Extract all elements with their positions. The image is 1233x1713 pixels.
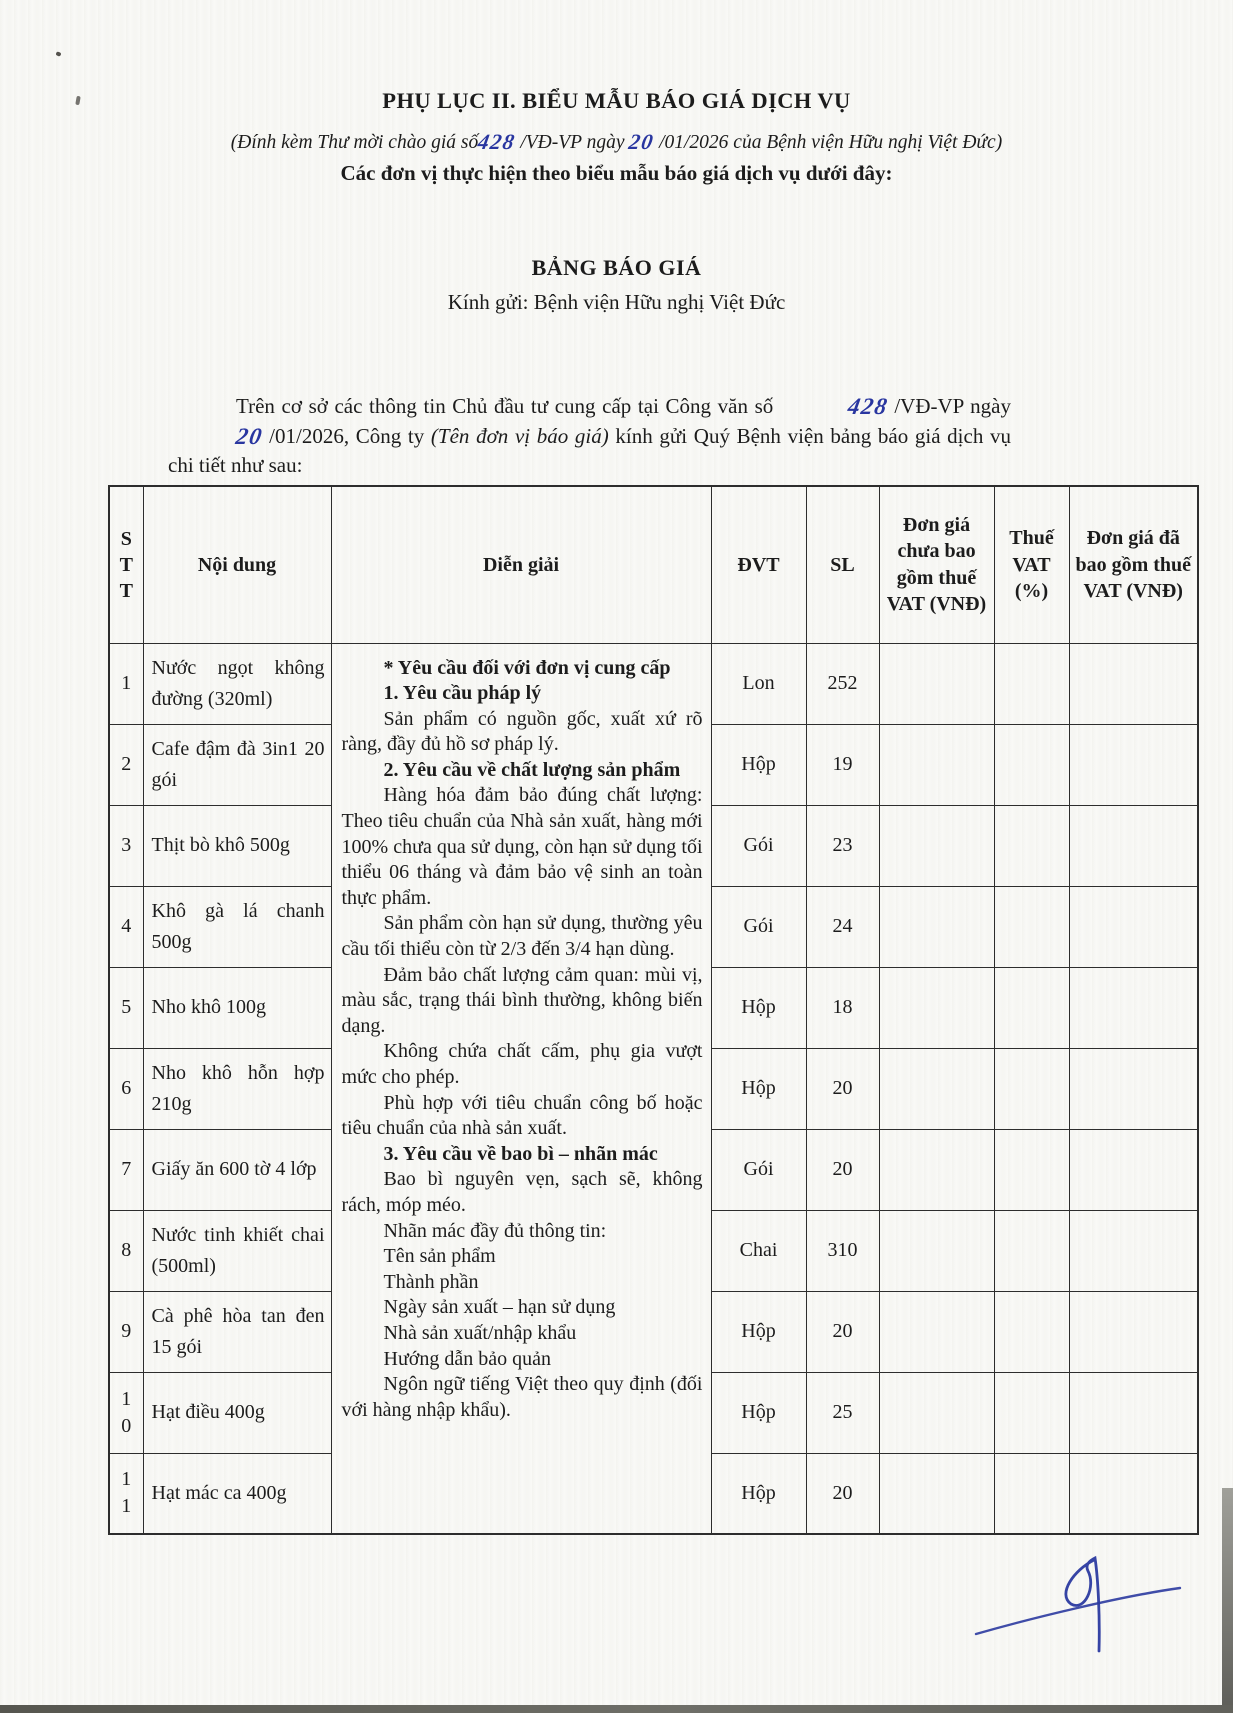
subtitle-mid: /VĐ-VP ngày [515,132,630,153]
requirement-paragraph: Đảm bảo chất lượng cảm quan: mùi vị, màu sắc, trạng thái bình thường, không biến dạng. [341,963,703,1037]
vat-rate-cell [994,1372,1069,1453]
requirement-paragraph: Nhãn mác đầy đủ thông tin: [383,1219,607,1242]
item-name-cell: Hạt mác ca 400g [143,1453,331,1534]
stt-cell: 1 [109,643,143,724]
quantity-cell: 252 [806,643,879,724]
unit-cell: Gói [711,1129,806,1210]
requirement-paragraph: Nhà sản xuất/nhập khẩu [383,1321,577,1344]
vat-rate-cell [994,1291,1069,1372]
subtitle-post: /01/2026 của Bệnh viện Hữu nghị Việt Đức) [654,132,1003,153]
vat-rate-cell [994,967,1069,1048]
vat-rate-cell [994,886,1069,967]
vat-rate-cell [994,805,1069,886]
stt-cell: 5 [109,967,143,1048]
intro-paragraph [168,392,1011,481]
header-vat-rate: Thuế VAT (%) [994,486,1069,643]
unit-price-ex-vat-cell [879,724,994,805]
requirement-paragraph: Tên sản phẩm [383,1245,496,1268]
quantity-cell: 23 [806,805,879,886]
intro-part1: Trên cơ sở các thông tin Chủ đầu tư cung cấp tại Công văn số [236,394,780,418]
item-name-cell: Cà phê hòa tan đen 15 gói [143,1291,331,1372]
recipient-line: Kính gửi: Bệnh viện Hữu nghị Việt Đức [447,290,786,314]
requirement-paragraph: 3. Yêu cầu về bao bì – nhãn mác [383,1142,658,1165]
requirement-paragraph: Thành phần [383,1270,479,1293]
unit-price-inc-vat-cell [1069,1291,1198,1372]
unit-cell: Chai [711,1210,806,1291]
item-name-cell: Nho khô 100g [143,967,331,1048]
item-name-cell: Nước tinh khiết chai (500ml) [143,1210,331,1291]
unit-price-ex-vat-cell [879,1048,994,1129]
instruction-line: Các đơn vị thực hiện theo biểu mẫu báo giá dịch vụ dưới đây: [340,161,893,185]
requirement-paragraph: Hàng hóa đảm bảo đúng chất lượng: Theo tiêu chuẩn của Nhà sản xuất, hàng mới 100% chưa qua sử dụng, còn hạn sử dụng tối thiểu 06 tháng và đảm bảo vệ sinh an toàn thực phẩm. [341,784,703,909]
unit-price-inc-vat-cell [1069,1372,1198,1453]
unit-price-ex-vat-cell [879,1372,994,1453]
unit-price-ex-vat-cell [879,886,994,967]
unit-price-inc-vat-cell [1069,1048,1198,1129]
table-header-row [109,486,1198,643]
quantity-cell: 20 [806,1048,879,1129]
unit-price-inc-vat-cell [1069,805,1198,886]
quotation-table [108,485,1199,1535]
unit-cell: Lon [711,643,806,724]
vat-rate-cell [994,1210,1069,1291]
vat-rate-cell [994,1453,1069,1534]
unit-price-ex-vat-cell [879,1291,994,1372]
stt-cell: 11 [109,1453,143,1534]
item-name-cell: Cafe đậm đà 3in1 20 gói [143,724,331,805]
header-stt: STT [109,486,143,643]
unit-price-ex-vat-cell [879,643,994,724]
quantity-cell: 20 [806,1453,879,1534]
handwritten-day: 20 [627,130,657,154]
quantity-cell: 25 [806,1372,879,1453]
scan-edge-shadow-bottom [0,1705,1233,1713]
stt-cell: 7 [109,1129,143,1210]
requirement-paragraph: Không chứa chất cấm, phụ gia vượt mức cho phép. [341,1040,703,1088]
requirement-paragraph: Hướng dẫn bảo quản [383,1347,551,1370]
stt-cell: 10 [109,1372,143,1453]
header-dvt: ĐVT [711,486,806,643]
unit-price-inc-vat-cell [1069,967,1198,1048]
requirement-paragraph: Ngôn ngữ tiếng Việt theo quy định (đối với hàng nhập khẩu). [341,1373,703,1421]
scan-speck [55,51,61,57]
unit-cell: Gói [711,886,806,967]
table-row [109,643,1198,724]
unit-cell: Hộp [711,1372,806,1453]
header-unit-price-ex-vat: Đơn giá chưa bao gồm thuế VAT (VNĐ) [879,486,994,643]
intro-part4: kính gửi Quý Bệnh viện bảng báo giá dịch vụ chi tiết như sau: [168,423,1011,477]
vat-rate-cell [994,724,1069,805]
unit-price-ex-vat-cell [879,805,994,886]
unit-price-inc-vat-cell [1069,1129,1198,1210]
unit-price-ex-vat-cell [879,1129,994,1210]
unit-cell: Hộp [711,1291,806,1372]
subtitle-pre: (Đính kèm Thư mời chào giá số [230,132,479,153]
unit-cell: Hộp [711,1453,806,1534]
stt-cell: 3 [109,805,143,886]
item-name-cell: Thịt bò khô 500g [143,805,331,886]
item-name-cell: Nước ngọt không đường (320ml) [143,643,331,724]
item-name-cell: Khô gà lá chanh 500g [143,886,331,967]
requirement-paragraph: Sản phẩm còn hạn sử dụng, thường yêu cầu tối thiểu còn từ 2/3 đến 3/4 hạn dùng. [341,912,703,961]
unit-price-inc-vat-cell [1069,1453,1198,1534]
requirement-paragraph: 2. Yêu cầu về chất lượng sản phẩm [383,758,681,781]
unit-price-ex-vat-cell [879,1453,994,1534]
requirement-paragraph: Ngày sản xuất – hạn sử dụng [383,1296,616,1319]
handwritten-doc-number: 428 [845,394,891,420]
quantity-cell: 18 [806,967,879,1048]
unit-price-inc-vat-cell [1069,643,1198,724]
unit-price-ex-vat-cell [879,1210,994,1291]
item-name-cell: Giấy ăn 600 tờ 4 lớp [143,1129,331,1210]
unit-cell: Gói [711,805,806,886]
quantity-cell: 310 [806,1210,879,1291]
requirement-paragraph: Phù hợp với tiêu chuẩn công bố hoặc tiêu chuẩn của nhà sản xuất. [341,1091,703,1140]
header-dien-giai: Diễn giải [331,486,711,643]
unit-price-inc-vat-cell [1069,1210,1198,1291]
unit-price-ex-vat-cell [879,967,994,1048]
company-placeholder: (Tên đơn vị báo giá) [430,423,609,448]
stt-cell: 8 [109,1210,143,1291]
requirement-paragraph: * Yêu cầu đối với đơn vị cung cấp [383,656,671,679]
unit-cell: Hộp [711,967,806,1048]
quantity-cell: 20 [806,1129,879,1210]
item-name-cell: Nho khô hỗn hợp 210g [143,1048,331,1129]
handwritten-day: 20 [233,423,265,450]
header-noi-dung: Nội dung [143,486,331,643]
subtitle [0,129,1233,154]
requirement-paragraph: 1. Yêu cầu pháp lý [383,682,542,705]
stt-cell: 6 [109,1048,143,1129]
intro-part2: /VĐ-VP ngày [887,394,1011,418]
item-name-cell: Hạt điều 400g [143,1372,331,1453]
header-sl: SL [806,486,879,643]
stt-cell: 9 [109,1291,143,1372]
signature-scribble [972,1548,1187,1663]
quantity-cell: 20 [806,1291,879,1372]
page-title: PHỤ LỤC II. BIỂU MẪU BÁO GIÁ DỊCH VỤ [382,88,851,113]
unit-cell: Hộp [711,724,806,805]
quantity-cell: 24 [806,886,879,967]
header-unit-price-inc-vat: Đơn giá đã bao gồm thuế VAT (VNĐ) [1069,486,1198,643]
vat-rate-cell [994,1048,1069,1129]
vat-rate-cell [994,643,1069,724]
requirement-paragraph: Bao bì nguyên vẹn, sạch sẽ, không rách, móp méo. [341,1168,703,1216]
handwritten-doc-number: 428 [476,130,518,154]
unit-price-inc-vat-cell [1069,886,1198,967]
unit-price-inc-vat-cell [1069,724,1198,805]
requirements-cell [331,643,711,1534]
stt-cell: 4 [109,886,143,967]
stt-cell: 2 [109,724,143,805]
scan-edge-shadow-right [1222,1488,1233,1713]
unit-cell: Hộp [711,1048,806,1129]
requirement-paragraph: Sản phẩm có nguồn gốc, xuất xứ rõ ràng, đầy đủ hồ sơ pháp lý. [341,707,703,756]
intro-part3: /01/2026, Công ty [262,423,431,448]
quantity-cell: 19 [806,724,879,805]
quote-heading: BẢNG BÁO GIÁ [531,255,702,280]
vat-rate-cell [994,1129,1069,1210]
